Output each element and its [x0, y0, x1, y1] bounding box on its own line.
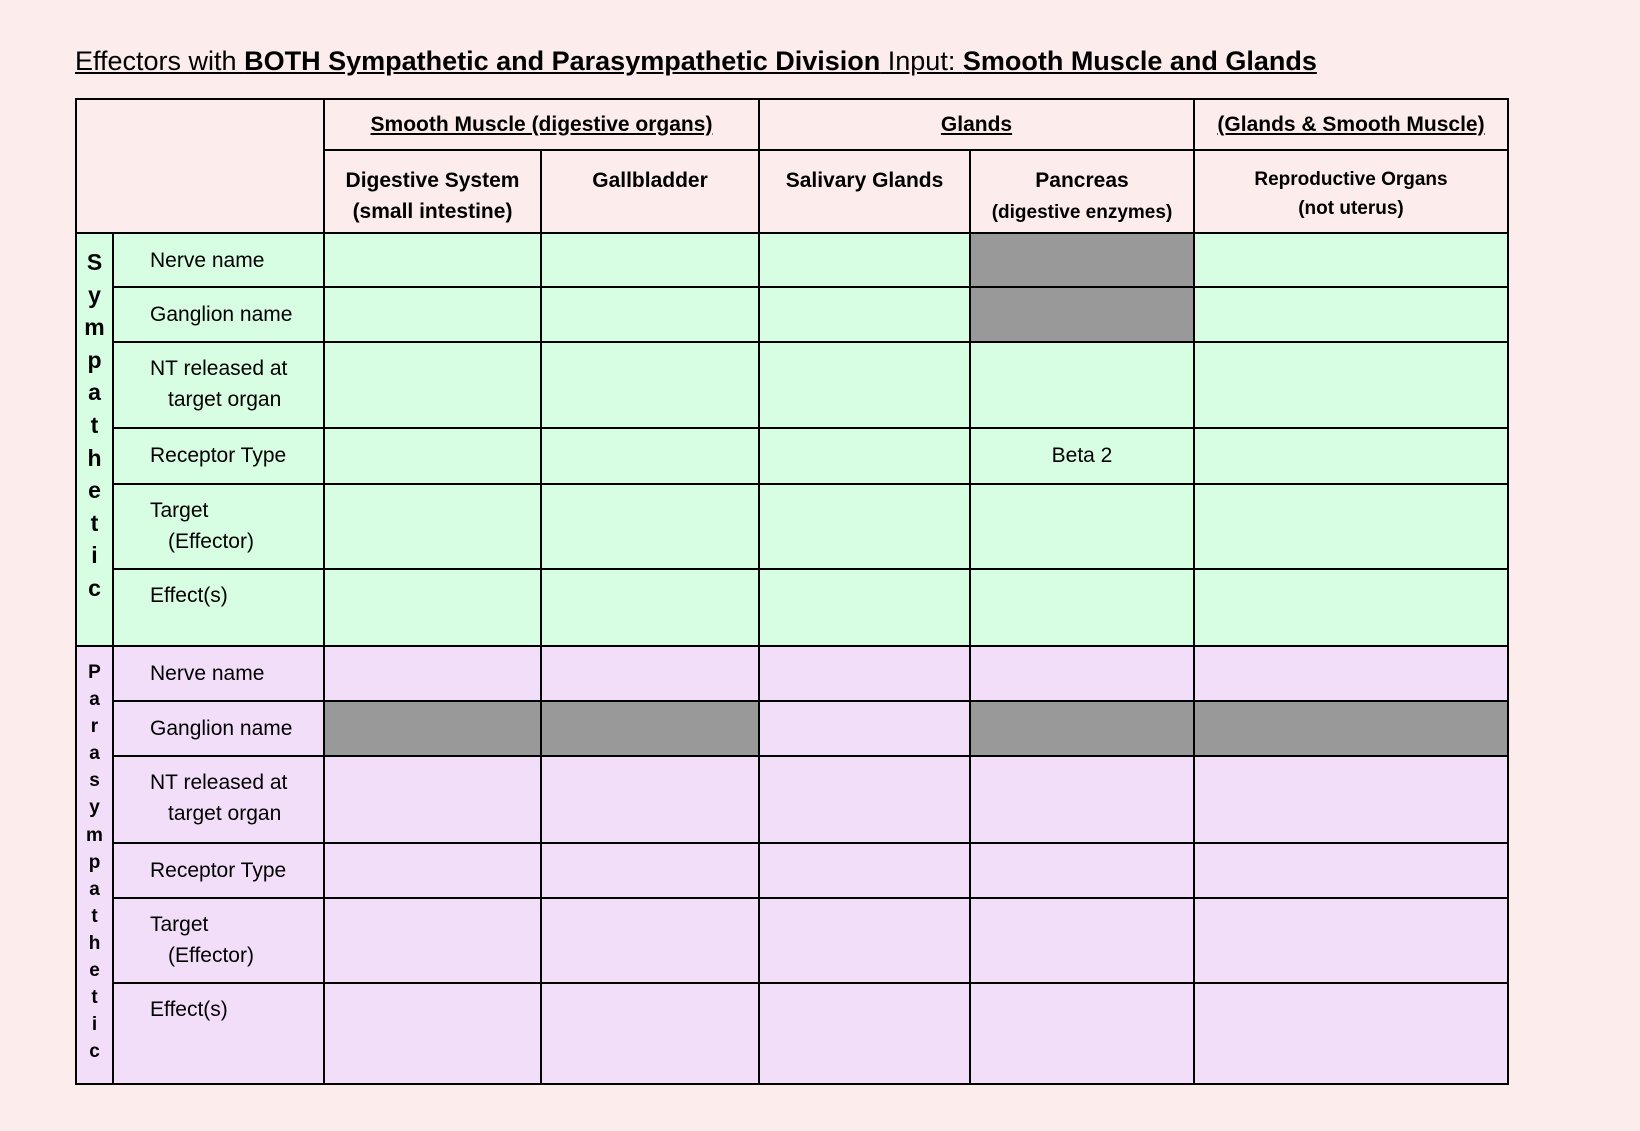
row-label-ganglion-name: Ganglion name: [113, 701, 324, 756]
cell[interactable]: [759, 484, 970, 569]
side-letter: a: [89, 689, 100, 711]
cell[interactable]: [324, 484, 541, 569]
cell[interactable]: [324, 843, 541, 898]
row-label-nt-released: NT released at target organ: [113, 756, 324, 843]
cell[interactable]: [970, 756, 1194, 843]
title-text-3: Input:: [880, 46, 963, 76]
blocked-cell: [970, 233, 1194, 287]
cell[interactable]: [759, 701, 970, 756]
cell[interactable]: [541, 428, 759, 484]
side-letter: P: [88, 662, 101, 683]
pancreas-receptor-value[interactable]: Beta 2: [970, 428, 1194, 484]
cell[interactable]: [759, 428, 970, 484]
side-letter: a: [88, 379, 101, 406]
cell[interactable]: [759, 983, 970, 1084]
cell[interactable]: [541, 843, 759, 898]
column-header-pancreas: Pancreas (digestive enzymes): [970, 150, 1194, 233]
side-letter: a: [89, 743, 100, 765]
sympathetic-side-label: [76, 233, 113, 646]
cell[interactable]: [541, 233, 759, 287]
cell[interactable]: [1194, 233, 1508, 287]
cell[interactable]: [324, 428, 541, 484]
row-label-target: Target (Effector): [113, 898, 324, 983]
blocked-cell: [970, 287, 1194, 342]
cell[interactable]: [541, 983, 759, 1084]
cell[interactable]: [541, 898, 759, 983]
side-letter: m: [86, 824, 103, 846]
cell[interactable]: [759, 646, 970, 701]
side-letter: i: [91, 542, 98, 569]
column-header-reproductive-organs: Reproductive Organs (not uterus): [1194, 150, 1508, 233]
cell[interactable]: [970, 569, 1194, 646]
column-header-digestive-system: Digestive System (small intestine): [324, 150, 541, 233]
cell[interactable]: [541, 569, 759, 646]
side-letter: t: [91, 987, 98, 1009]
side-letter: a: [89, 878, 100, 900]
side-letter: e: [88, 477, 101, 504]
cell[interactable]: [324, 983, 541, 1084]
side-letter: s: [89, 770, 100, 792]
side-letter: c: [88, 574, 101, 601]
blocked-cell: [1194, 701, 1508, 756]
row-label-nerve-name: Nerve name: [113, 233, 324, 287]
row-label-effects: Effect(s): [113, 983, 324, 1084]
cell[interactable]: [759, 843, 970, 898]
cell[interactable]: [324, 287, 541, 342]
side-letter: y: [89, 797, 100, 819]
cell[interactable]: [759, 287, 970, 342]
row-label-ganglion-name: Ganglion name: [113, 287, 324, 342]
corner-cell: [76, 99, 324, 233]
blocked-cell: [541, 701, 759, 756]
cell[interactable]: [541, 342, 759, 428]
side-letter: r: [90, 716, 99, 738]
cell[interactable]: [1194, 756, 1508, 843]
cell[interactable]: [541, 484, 759, 569]
cell[interactable]: [1194, 569, 1508, 646]
cell[interactable]: [970, 484, 1194, 569]
cell[interactable]: [970, 342, 1194, 428]
side-letter: p: [87, 346, 102, 373]
blocked-cell: [970, 701, 1194, 756]
cell[interactable]: [1194, 843, 1508, 898]
title-text-1: Effectors with: [75, 46, 245, 76]
column-header-salivary-glands: Salivary Glands: [759, 150, 970, 233]
side-letter: h: [88, 932, 101, 954]
side-letter: t: [90, 411, 99, 438]
side-letter: i: [91, 1014, 98, 1036]
cell[interactable]: [970, 983, 1194, 1084]
row-label-receptor-type: Receptor Type: [113, 843, 324, 898]
cell[interactable]: [324, 756, 541, 843]
cell[interactable]: [970, 646, 1194, 701]
side-letter: t: [90, 509, 99, 536]
cell[interactable]: [541, 287, 759, 342]
cell[interactable]: [759, 233, 970, 287]
parasympathetic-side-label: [76, 646, 113, 1084]
group-header-glands-smooth-muscle: (Glands & Smooth Muscle): [1194, 99, 1508, 150]
title-text-2: BOTH Sympathetic and Parasympathetic Division: [244, 46, 881, 76]
cell[interactable]: [1194, 287, 1508, 342]
cell[interactable]: [759, 898, 970, 983]
cell[interactable]: [324, 342, 541, 428]
side-letter: e: [89, 960, 100, 982]
cell[interactable]: [1194, 646, 1508, 701]
cell[interactable]: [970, 898, 1194, 983]
cell[interactable]: [324, 646, 541, 701]
side-letter: y: [88, 281, 101, 308]
cell[interactable]: [1194, 898, 1508, 983]
side-letter: p: [88, 851, 101, 873]
cell[interactable]: [1194, 428, 1508, 484]
side-letter: t: [91, 905, 98, 927]
cell[interactable]: [1194, 342, 1508, 428]
group-header-glands: Glands: [759, 99, 1194, 150]
group-header-smooth-muscle: Smooth Muscle (digestive organs): [324, 99, 759, 150]
cell[interactable]: [324, 233, 541, 287]
cell[interactable]: [541, 756, 759, 843]
cell[interactable]: [541, 646, 759, 701]
column-header-gallbladder: Gallbladder: [541, 150, 759, 233]
cell[interactable]: [970, 843, 1194, 898]
cell[interactable]: [759, 569, 970, 646]
blocked-cell: [324, 701, 541, 756]
row-label-effects: Effect(s): [113, 569, 324, 646]
cell[interactable]: [759, 756, 970, 843]
cell[interactable]: [324, 569, 541, 646]
side-letter: h: [87, 444, 102, 471]
row-label-nerve-name: Nerve name: [113, 646, 324, 701]
page-title: [75, 46, 1317, 77]
row-label-receptor-type: Receptor Type: [113, 428, 324, 484]
effectors-table: [75, 98, 1509, 1085]
row-label-target: Target (Effector): [113, 484, 324, 569]
cell[interactable]: [1194, 484, 1508, 569]
title-text-4: Smooth Muscle and Glands: [962, 46, 1317, 76]
side-letter: c: [89, 1041, 100, 1063]
side-letter: S: [86, 249, 103, 275]
cell[interactable]: [1194, 983, 1508, 1084]
cell[interactable]: [324, 898, 541, 983]
row-label-nt-released: NT released at target organ: [113, 342, 324, 428]
cell[interactable]: [759, 342, 970, 428]
side-letter: m: [84, 314, 105, 341]
